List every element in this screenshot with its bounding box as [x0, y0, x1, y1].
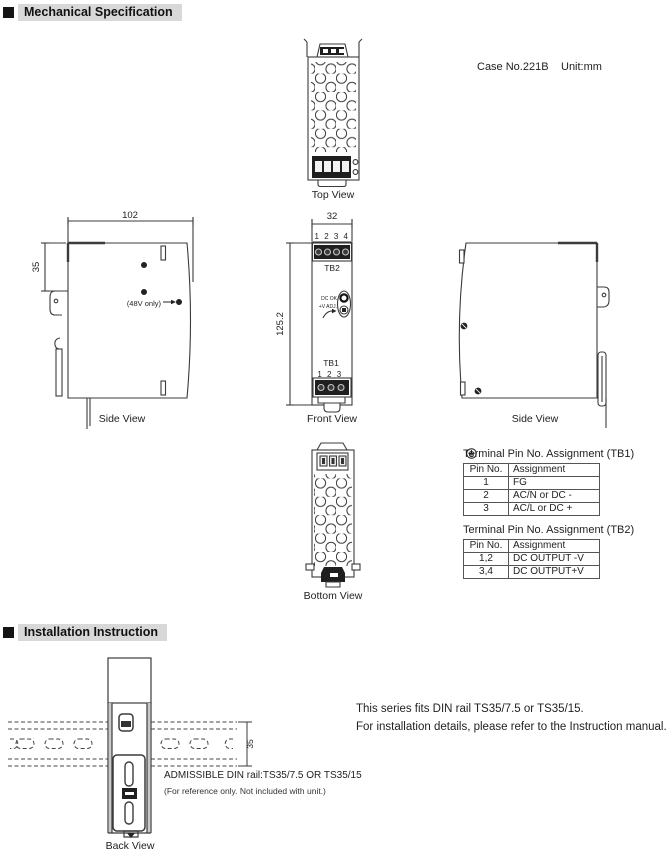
tb2-table-title: Terminal Pin No. Assignment (TB2) [463, 524, 635, 536]
front-view-caption: Front View [307, 413, 357, 425]
tb2-table [463, 539, 600, 579]
table-row [464, 477, 600, 490]
assign-text: FG [513, 477, 527, 488]
section-bullet-icon [3, 627, 14, 638]
assign-cell: DC OUTPUT -V [509, 553, 600, 566]
din-fit-line2: For installation details, please refer to the Instruction manual. [356, 721, 667, 733]
tb1-table [463, 463, 600, 516]
dim-125-2: 125.2 [275, 312, 286, 336]
tb2-label: TB2 [324, 263, 340, 273]
tb2-assignment-block [463, 524, 634, 579]
tb1-label: TB1 [323, 358, 339, 368]
section-title: Mechanical Specification [18, 4, 182, 21]
section-bullet-icon [3, 7, 14, 18]
assign-cell: AC/L or DC + [509, 503, 600, 516]
front-view-drawing [286, 219, 352, 412]
tb2-pin-numbers: 1 2 3 4 [314, 232, 350, 241]
top-view-caption: Top View [311, 189, 355, 201]
dim-35-rail: 35 [245, 739, 255, 749]
left-side-view-caption: Side View [98, 413, 146, 425]
col-header-pin: Pin No. [464, 540, 509, 553]
case-number: Case No.221B [477, 61, 549, 73]
pin-cell: 1,2 [464, 553, 509, 566]
assign-cell: AC/N or DC - [509, 490, 600, 503]
label-48v-only: (48V only) [126, 299, 161, 308]
dc-ok-label: DC OK [321, 296, 337, 302]
pin-cell: 3,4 [464, 566, 509, 579]
ground-icon [466, 448, 477, 459]
tb1-assignment-block [463, 448, 634, 516]
col-header-pin: Pin No. [464, 464, 509, 477]
dim-32: 32 [326, 211, 338, 222]
admissible-rail-note: ADMISSIBLE DIN rail:TS35/7.5 OR TS35/15 [164, 770, 362, 781]
top-view-drawing [304, 39, 362, 187]
v-adj-label: +V ADJ. [318, 304, 337, 310]
tb1-pin-numbers: 1 2 3 [317, 370, 343, 379]
table-row [464, 566, 600, 579]
tb1-table-title: Terminal Pin No. Assignment (TB1) [463, 448, 635, 460]
pin-cell: 1 [464, 477, 509, 490]
table-row [464, 503, 600, 516]
section-header-mechanical [3, 4, 182, 21]
table-row [464, 553, 600, 566]
bottom-view-caption: Bottom View [303, 590, 363, 602]
din-fit-line1: This series fits DIN rail TS35/7.5 or TS35/15. [356, 703, 584, 715]
col-header-assignment: Assignment [509, 464, 600, 477]
pin-cell: 2 [464, 490, 509, 503]
assign-cell [509, 477, 600, 490]
bottom-view-drawing [306, 443, 360, 587]
assign-cell: DC OUTPUT+V [509, 566, 600, 579]
dim-35-side: 35 [31, 261, 42, 273]
right-side-view-drawing [459, 243, 609, 428]
section-header-installation [3, 624, 167, 641]
reference-note: (For reference only. Not included with unit.) [164, 786, 326, 796]
col-header-assignment: Assignment [509, 540, 600, 553]
pin-cell: 3 [464, 503, 509, 516]
left-side-view-drawing [41, 217, 193, 429]
table-header-row [464, 540, 600, 553]
right-side-view-caption: Side View [511, 413, 559, 425]
back-view-caption: Back View [105, 840, 155, 852]
back-view-drawing [108, 658, 252, 838]
table-row [464, 490, 600, 503]
unit-label: Unit:mm [561, 61, 602, 73]
section-title: Installation Instruction [18, 624, 167, 641]
table-header-row [464, 464, 600, 477]
dim-102: 102 [122, 210, 138, 221]
